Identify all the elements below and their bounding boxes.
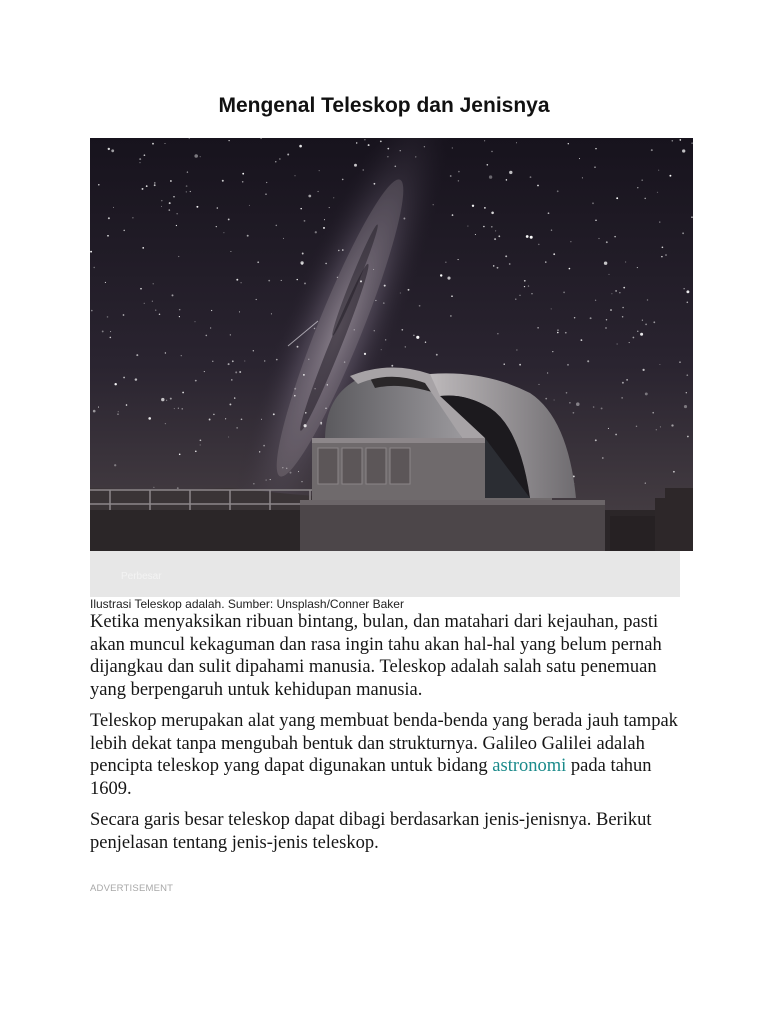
paragraph-intro: Ketika menyaksikan ribuan bintang, bulan, dan matahari dari kejauhan, pasti akan muncul kekaguman dan rasa ingin tahu akan hal-hal yang belum pernah dijangkau dan sulit dipahami manusia. Teleskop adalah salah satu penemuan yang berpengaruh untuk kehidupan manusia. [90, 612, 662, 700]
zoom-image-button[interactable]: Perbesar [121, 571, 162, 582]
paragraph-definition-tail: pada tahun 1609. [90, 756, 652, 799]
paragraph-types: Secara garis besar teleskop dapat dibagi berdasarkan jenis-jenisnya. Berikut penjelasan tentang jenis-jenis teleskop. [90, 810, 652, 853]
paragraph-definition [90, 710, 690, 800]
article-image[interactable] [90, 138, 693, 551]
astronomi-link[interactable]: astronomi [492, 756, 567, 776]
paragraph-definition-text: Teleskop merupakan alat yang membuat benda-benda yang berada jauh tampak lebih dekat tanpa mengubah bentuk dan strukturnya. Galileo Galilei adalah pencipta teleskop yang dapat digunakan untuk bidang [90, 711, 678, 776]
observatory-photo [90, 138, 693, 551]
article-body [90, 611, 690, 863]
advertisement-label: ADVERTISEMENT [90, 883, 174, 894]
image-overlay-bar [90, 551, 680, 597]
article-title: Mengenal Teleskop dan Jenisnya [218, 94, 550, 117]
image-caption: Ilustrasi Teleskop adalah. Sumber: Unsplash/Conner Baker [90, 597, 404, 611]
